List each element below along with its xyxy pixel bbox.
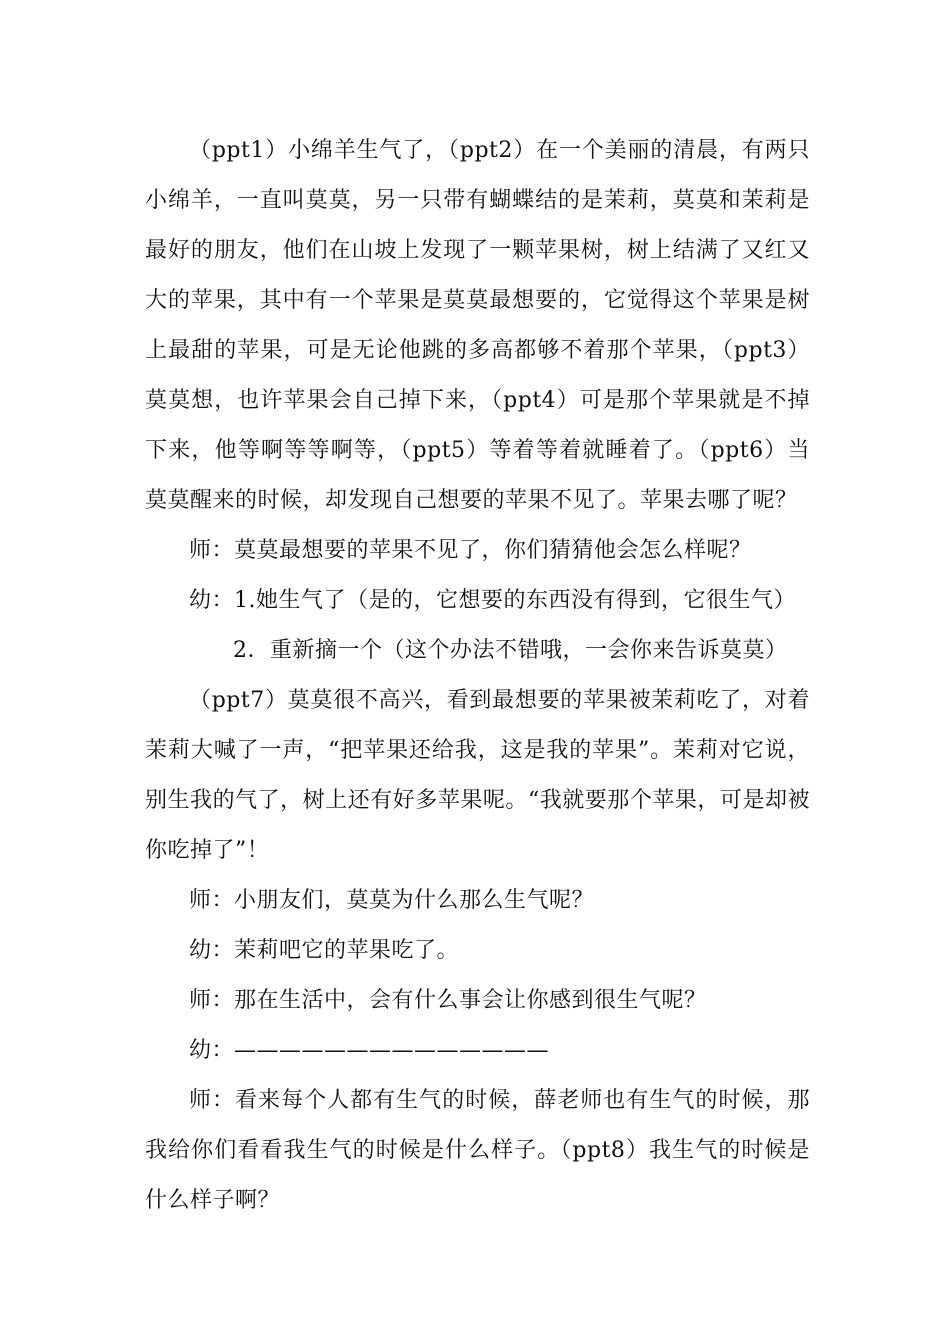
child-answer-2: 2．重新摘一个（这个办法不错哦，一会你来告诉莫莫）	[233, 638, 788, 663]
teacher-question-3: 师：那在生活中，会有什么事会让你感到很生气呢？	[189, 988, 707, 1013]
child-answer-4: 幼：——————————————	[189, 1038, 550, 1063]
teacher-statement: 师：看来每个人都有生气的时候，薛老师也有生气的时候，那我给你们看看我生气的时候是什么样子。（ppt8）我生气的时候是什么样子啊？	[145, 1088, 810, 1213]
child-answer-1: 幼：1.她生气了（是的，它想要的东西没有得到，它很生气）	[189, 588, 796, 613]
teacher-question-2: 师：小朋友们，莫莫为什么那么生气呢？	[189, 888, 595, 913]
story-paragraph-1: （ppt1）小绵羊生气了，（ppt2）在一个美丽的清晨，有两只小绵羊，一直叫莫莫，另一只带有蝴蝶结的是茉莉，莫莫和茉莉是最好的朋友，他们在山坡上发现了一颗苹果树，树上结满了又红又大的苹果，其中有一个苹果是莫莫最想要的，它觉得这个苹果是树上最甜的苹果，可是无论他跳的多高都够不着那个苹果，（ppt3）莫莫想，也许苹果会自己掉下来，（ppt4）可是那个苹果就是不掉下来，他等啊等等啊等，（ppt5）等着等着就睡着了。（ppt6）当莫莫醒来的时候，却发现自己想要的苹果不见了。苹果去哪了呢？	[145, 138, 810, 513]
story-paragraph-2: （ppt7）莫莫很不高兴，看到最想要的苹果被茉莉吃了，对着茉莉大喊了一声，“把苹果还给我，这是我的苹果”。茉莉对它说，别生我的气了，树上还有好多苹果呢。“我就要那个苹果，可是却被你吃掉了”！	[145, 688, 810, 863]
child-answer-3: 幼：茉莉吧它的苹果吃了。	[189, 938, 460, 963]
teacher-question-1: 师：莫莫最想要的苹果不见了，你们猜猜他会怎么样呢？	[189, 538, 752, 563]
document-page	[145, 126, 810, 1226]
